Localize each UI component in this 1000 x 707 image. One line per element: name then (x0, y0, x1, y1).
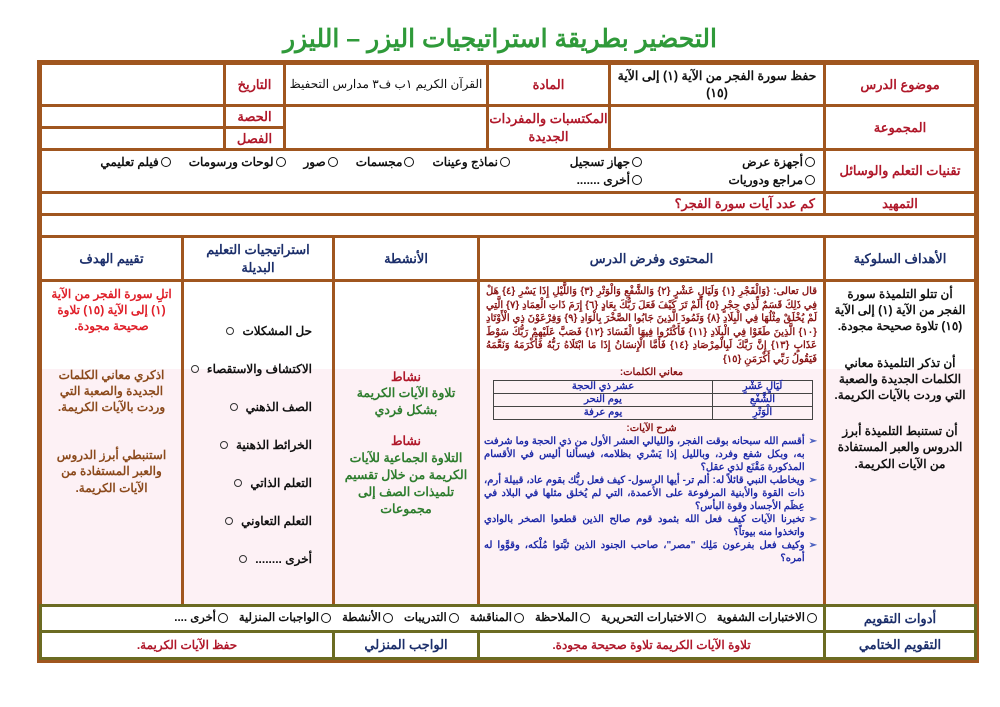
explanation-title: شرح الآيات: (626, 423, 677, 434)
strategy-item[interactable] (184, 426, 332, 464)
topic-label: موضوع الدرس (823, 62, 977, 107)
tool-option[interactable] (304, 154, 338, 170)
arrow-bullet-icon: ➢ (808, 475, 817, 486)
bullet-circle-icon (220, 441, 228, 449)
radio-circle-icon (218, 613, 228, 623)
activity-item (341, 433, 471, 517)
option-label: الملاحظة (534, 611, 578, 624)
radio-circle-icon (696, 613, 706, 623)
tools-options-row (50, 154, 815, 170)
strategy-item[interactable] (184, 464, 332, 502)
evaluation-item: استنبطي أبرز الدروس والعبر المستفادة من الآيات الكريمة. (56, 448, 167, 495)
radio-circle-icon (500, 157, 510, 167)
assessment-option[interactable] (404, 611, 459, 627)
assessment-option[interactable] (239, 611, 331, 627)
intro-label: التمهيد (823, 191, 977, 216)
explanation-text: ويخاطب النبي قائلاً له: ألم تر- أيها الرسول- كيف فعل ربُّك بقوم عاد، قبيلة أرم، ذات القوة والأبنية المرفوعة على الأعمدة، التي لم يُخلق مثلها في البلاد في عِظَم الأجساد وقوة البأس؟ (484, 475, 805, 512)
option-label: الاختبارات التحريرية (600, 611, 694, 624)
option-label: أخرى .... (174, 611, 216, 624)
assessment-option[interactable] (342, 611, 393, 627)
page-title: التحضير بطريقة استراتيجيات اليزر – الليزر (283, 25, 717, 53)
option-label: مجسمات (355, 154, 403, 169)
explanation-item (480, 513, 823, 539)
strategy-label: أخرى ........ (255, 551, 312, 566)
class-label: الفصل (223, 126, 286, 151)
objectives-header: الأهداف السلوكية (823, 235, 977, 282)
activity-text: تلاوة الآيات الكريمة بشكل فردي (356, 386, 456, 418)
quran-verses: قال تعالى: {وَالْفَجْرِ {١} وَلَيَالٍ عَشْرٍ {٢} وَالشَّفْعِ وَالْوَتْرِ {٣} وَاللَّيْلِ إِذَا يَسْرِ {٤} هَلْ فِي ذَلِكَ قَسَمٌ لِّذِي حِجْرٍ {٥} أَلَمْ تَرَ كَيْفَ فَعَلَ رَبُّكَ بِعَادٍ {٦} إِرَمَ ذَاتِ الْعِمَادِ {٧} الَّتِي لَمْ يُخْلَقْ مِثْلُهَا فِي الْبِلَادِ {٨} وَثَمُودَ الَّذِينَ جَابُوا الصَّخْرَ بِالْوَادِ {٩} وَفِرْعَوْنَ ذِي الْأَوْتَادِ {١٠} الَّذِينَ طَغَوْا فِي الْبِلَادِ {١١} فَأَكْثَرُوا فِيهَا الْفَسَادَ {١٢} فَصَبَّ عَلَيْهِمْ رَبُّكَ سَوْطَ عَذَابٍ {١٣} إِنَّ رَبَّكَ لَبِالْمِرْصَادِ {١٤} فَأَمَّا الْإِنسَانُ إِذَا مَا ابْتَلَاهُ رَبُّهُ فَأَكْرَمَهُ وَنَعَّمَهُ فَيَقُولُ رَبِّي أَكْرَمَنِ {١٥} (486, 286, 818, 365)
activity-text: التلاوة الجماعية للآيات الكريمة من خلال تقسيم تلميذات الصف إلى مجموعات (344, 451, 468, 516)
arrow-bullet-icon: ➢ (808, 540, 817, 551)
radio-circle-icon (632, 157, 642, 167)
tool-option[interactable] (189, 154, 286, 170)
tool-option[interactable] (432, 154, 510, 170)
tool-option[interactable] (522, 154, 642, 170)
assessment-option[interactable] (535, 611, 590, 627)
radio-circle-icon (632, 175, 642, 185)
activity-item (341, 369, 471, 420)
strategy-item[interactable] (184, 540, 332, 578)
subject-value: القرآن الكريم ١ب ف٣ مدارس التحفيظ (283, 62, 489, 107)
strategy-item[interactable] (184, 502, 332, 540)
radio-circle-icon (514, 613, 524, 623)
table-row (494, 394, 813, 407)
vocab-label: المكتسبات والمفردات الجديدة (486, 104, 611, 151)
radio-circle-icon (404, 157, 414, 167)
explanation-item (480, 435, 823, 474)
vocab-field[interactable] (283, 104, 489, 151)
strategy-label: التعلم الذاتي (250, 475, 312, 490)
meaning-cell: عشر ذي الحجة (494, 381, 713, 394)
option-label: لوحات ورسومات (188, 154, 274, 169)
strategy-item[interactable] (184, 312, 332, 350)
date-field[interactable] (39, 62, 226, 107)
assessment-tools-options (39, 604, 826, 633)
radio-circle-icon (805, 157, 815, 167)
objective-item: أن تتلو التلميذة سورة الفجر من الآية (١) إلى الآية (١٥) تلاوة صحيحة مجودة. (834, 287, 966, 334)
explanation-text: أقسم الله سبحانه بوقت الفجر، والليالي العشر الأول من ذي الحجة وما شرفت به، وبكل شفع وفرد، وبالليل إذا يَسْري بظلامه، فيسألنا أليس في الأقسام المذكورة مَقْنَع لذي عقل؟ (484, 436, 805, 473)
tools-options-row (50, 172, 815, 188)
tool-option[interactable] (650, 154, 815, 170)
meaning-cell: يوم النحر (494, 394, 713, 407)
option-label: فيلم تعليمي (100, 154, 159, 169)
radio-circle-icon (580, 613, 590, 623)
assessment-option[interactable] (717, 611, 817, 627)
strategy-label: الاكتشاف والاستقصاء (206, 361, 312, 376)
bullet-circle-icon (191, 365, 199, 373)
content-cell (477, 279, 826, 607)
bullet-circle-icon (239, 555, 247, 563)
activities-cell (332, 279, 480, 607)
explanation-text: وكيف فعل بفرعون مَلِك "مصر"، صاحب الجنود الذين ثبَّتوا مُلْكه، وقوَّوا له أمره؟ (484, 540, 805, 564)
evaluation-item: اتلِ سورة الفجر من الآية (١) إلى الآية (١٥) تلاوة صحيحة مجودة. (51, 287, 172, 334)
activity-title: نشاط (391, 369, 421, 384)
option-label: مراجع ودوريات (728, 173, 803, 187)
tools-label: تقنيات التعلم والوسائل (823, 148, 977, 194)
final-assessment-value: تلاوة الآيات الكريمة تلاوة صحيحة مجودة. (477, 630, 826, 660)
radio-circle-icon (321, 613, 331, 623)
word-cell: الشَّفْعِ (713, 394, 813, 407)
meaning-cell: يوم عرفة (494, 407, 713, 420)
strategies-header: استراتيجيات التعليم البديلة (181, 235, 335, 282)
option-label: الاختبارات الشفوية (716, 611, 805, 624)
radio-circle-icon (449, 613, 459, 623)
radio-circle-icon (161, 157, 171, 167)
evaluation-header: تقييم الهدف (39, 235, 184, 282)
bullet-circle-icon (225, 517, 233, 525)
assessment-option[interactable] (174, 611, 228, 627)
option-label: المناقشة (469, 611, 512, 624)
option-label: أخرى ....... (576, 173, 630, 187)
arrow-bullet-icon: ➢ (808, 514, 817, 525)
option-label: أجهزة عرض (742, 154, 803, 169)
homework-value: حفظ الآيات الكريمة. (39, 630, 335, 660)
tool-option[interactable] (356, 154, 415, 170)
assessment-option[interactable] (470, 611, 524, 627)
subject-label: المادة (486, 62, 611, 107)
table-row (494, 407, 813, 420)
objectives-cell (823, 279, 977, 607)
group-label: المجموعة (823, 104, 977, 151)
radio-circle-icon (807, 613, 817, 623)
option-label: نماذج وعينات (432, 154, 498, 169)
meanings-table (493, 380, 813, 420)
strategy-label: الخرائط الذهنية (235, 437, 312, 452)
strategy-item[interactable] (184, 350, 332, 388)
date-label: التاريخ (223, 62, 286, 107)
tools-options (39, 148, 826, 194)
word-cell: لَيَالٍ عَشْرٍ (713, 381, 813, 394)
bullet-circle-icon (226, 327, 234, 335)
strategy-item[interactable] (184, 388, 332, 426)
tool-option[interactable] (650, 172, 815, 188)
strategy-label: حل المشكلات (242, 323, 312, 338)
bullet-circle-icon (234, 479, 242, 487)
group-field[interactable] (608, 104, 826, 151)
content-header: المحتوى وفرض الدرس (477, 235, 826, 282)
option-label: التدريبات (403, 611, 447, 624)
final-assessment-label: التقويم الختامي (823, 630, 977, 660)
topic-value: حفظ سورة الفجر من الآية (١) إلى الآية (١٥) (608, 62, 826, 107)
explanation-text: تخبرنا الآيات كيف فعل الله بثمود قوم صالح الذين قطعوا الصخر بالوادي واتخذوا منه بيوتاً؟ (484, 514, 805, 538)
period-label: الحصة (223, 104, 286, 129)
radio-circle-icon (276, 157, 286, 167)
radio-circle-icon (328, 157, 338, 167)
activity-title: نشاط (391, 434, 421, 449)
activities-header: الأنشطة (332, 235, 480, 282)
option-label: صور (303, 154, 326, 169)
radio-circle-icon (383, 613, 393, 623)
intro-value: كم عدد آيات سورة الفجر؟ (39, 191, 826, 216)
word-cell: الْوَتْرِ (713, 407, 813, 420)
homework-label: الواجب المنزلي (332, 630, 480, 660)
evaluation-cell (39, 279, 184, 607)
option-label: الأنشطة (342, 611, 381, 624)
objective-item: أن تستنبط التلميذة أبرز الدروس والعبر المستفادة من الآيات الكريمة. (837, 424, 963, 471)
meanings-title: معاني الكلمات: (619, 367, 684, 378)
objective-item: أن تذكر التلميذة معاني الكلمات الجديدة والصعبة التي وردت بالآيات الكريمة. (834, 355, 966, 402)
strategy-label: الصف الذهني (245, 399, 312, 414)
explanation-item (480, 474, 823, 513)
tool-option[interactable] (100, 154, 170, 170)
option-label: جهاز تسجيل (569, 154, 630, 169)
assessment-tools-label: أدوات التقويم (823, 604, 977, 633)
arrow-bullet-icon: ➢ (808, 436, 817, 447)
explanation-item (480, 539, 823, 565)
strategies-cell (181, 279, 335, 607)
bullet-circle-icon (230, 403, 238, 411)
assessment-option[interactable] (601, 611, 706, 627)
evaluation-item: اذكري معاني الكلمات الجديدة والصعبة التي وردت بالآيات الكريمة. (57, 367, 166, 414)
strategy-label: التعلم التعاوني (241, 513, 312, 528)
tool-option[interactable] (577, 172, 642, 188)
radio-circle-icon (805, 175, 815, 185)
table-row (494, 381, 813, 394)
option-label: الواجبات المنزلية (238, 611, 320, 624)
